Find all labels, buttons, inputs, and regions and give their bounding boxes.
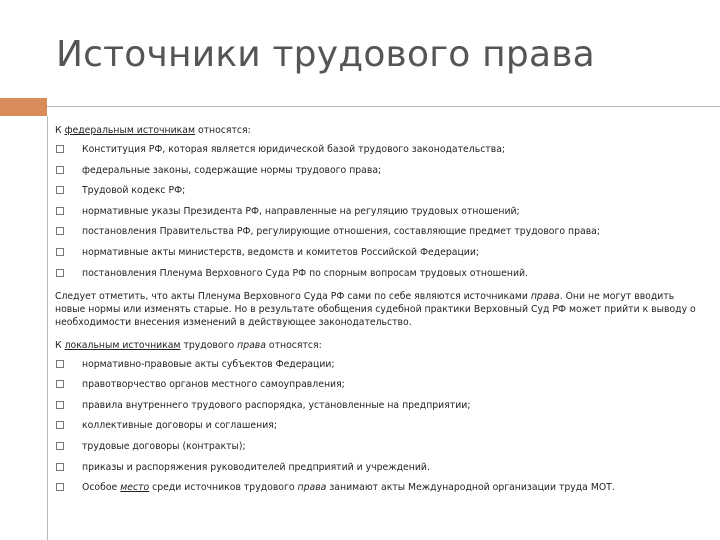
list-item-text: приказы и распоряжения руководителей предприятий и учреждений. <box>82 461 430 473</box>
checkbox-icon <box>56 421 64 429</box>
list-item-text: нормативные акты министерств, ведомств и комитетов Российской Федерации; <box>82 246 480 258</box>
list-item <box>55 164 705 177</box>
list-item-text: нормативно-правовые акты субъектов Федерации; <box>82 358 335 370</box>
checkbox-icon <box>56 442 64 450</box>
list-item <box>55 225 705 238</box>
accent-box <box>0 98 47 116</box>
list-item-text: постановления Правительства РФ, регулирующие отношения, составляющие предмет трудового права; <box>82 226 601 238</box>
last-item-italic-law: права <box>297 482 327 494</box>
federal-intro-suffix: относятся: <box>194 125 251 136</box>
federal-intro-term: федеральным источникам <box>64 125 195 136</box>
note-paragraph <box>55 290 705 329</box>
checkbox-icon <box>56 269 64 277</box>
list-item <box>55 419 705 432</box>
slide-body <box>55 124 705 502</box>
checkbox-icon <box>56 401 64 409</box>
local-intro <box>55 339 705 352</box>
list-item-text: Трудовой кодекс РФ; <box>82 185 186 197</box>
list-item-text: коллективные договоры и соглашения; <box>82 420 277 432</box>
list-item <box>55 440 705 453</box>
list-item-text: нормативные указы Президента РФ, направленные на регуляцию трудовых отношений; <box>82 205 520 217</box>
list-item-text: правила внутреннего трудового распорядка, установленные на предприятии; <box>82 399 471 411</box>
list-item-text: федеральные законы, содержащие нормы трудового права; <box>82 164 382 176</box>
federal-intro <box>55 124 705 137</box>
federal-list <box>55 143 705 280</box>
local-intro-suffix: относятся: <box>265 339 322 351</box>
last-item-italic-place: место <box>120 482 150 494</box>
last-item-pre: Особое <box>82 482 121 494</box>
checkbox-icon <box>56 483 64 491</box>
list-item <box>55 205 705 218</box>
list-item <box>55 267 705 280</box>
checkbox-icon <box>56 360 64 368</box>
local-intro-prefix: К <box>55 339 65 351</box>
checkbox-icon <box>56 145 64 153</box>
list-item-text: трудовые договоры (контракты); <box>82 440 246 452</box>
list-item <box>55 184 705 197</box>
list-item <box>55 378 705 391</box>
note-italic: права <box>530 290 560 302</box>
note-text-1: Следует отметить, что акты Пленума Верховного Суда РФ сами по себе являются источниками <box>55 290 531 302</box>
local-intro-italic: права <box>237 339 266 351</box>
local-intro-middle: трудового <box>180 339 238 351</box>
checkbox-icon <box>56 380 64 388</box>
last-item-mid: среди источников трудового <box>149 482 298 494</box>
list-item-text: Конституция РФ, которая является юридической базой трудового законодательства; <box>82 144 506 155</box>
left-rule <box>47 116 48 540</box>
list-item <box>55 399 705 412</box>
note-text-2: . Они не могут вводить новые нормы или изменять старые. Но в результате обобщения судебной практики Верховный Суд РФ может прийти к выводу о необходимости внесения изменений в действующее законодательство. <box>55 290 696 328</box>
list-item <box>55 358 705 371</box>
checkbox-icon <box>56 166 64 174</box>
title-divider <box>47 106 720 107</box>
local-intro-term: локальным источникам <box>64 339 181 351</box>
list-item <box>55 246 705 259</box>
checkbox-icon <box>56 463 64 471</box>
federal-intro-prefix: К <box>55 125 65 136</box>
list-item-text: правотворчество органов местного самоуправления; <box>82 379 345 391</box>
list-item <box>55 481 705 494</box>
slide-title: Источники трудового права <box>56 34 595 75</box>
checkbox-icon <box>56 248 64 256</box>
list-item <box>55 143 705 156</box>
list-item-text: постановления Пленума Верховного Суда РФ по спорным вопросам трудовых отношений. <box>82 267 528 279</box>
local-list <box>55 358 705 495</box>
checkbox-icon <box>56 207 64 215</box>
last-item-post: занимают акты Международной организации труда МОТ. <box>326 482 615 494</box>
checkbox-icon <box>56 227 64 235</box>
list-item <box>55 461 705 474</box>
checkbox-icon <box>56 186 64 194</box>
